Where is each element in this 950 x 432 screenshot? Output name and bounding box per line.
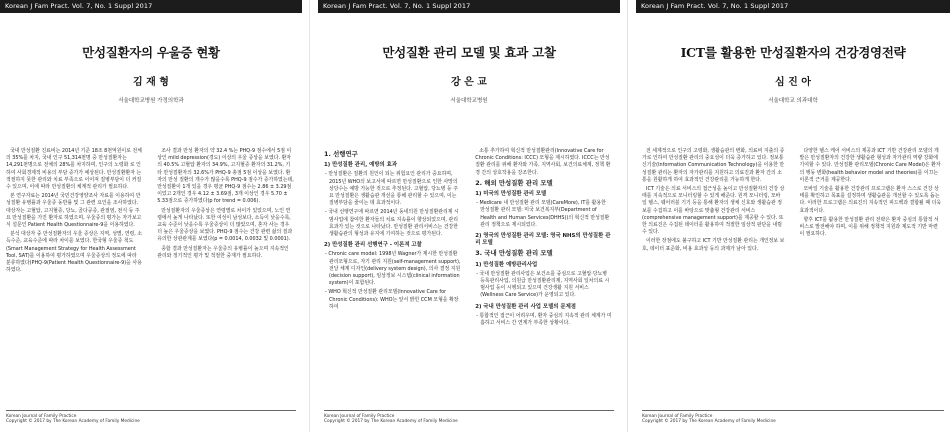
body-columns [6, 148, 294, 398]
paper-author: 심 진 아 [775, 77, 811, 88]
journal-header-bar: Korean J Fam Pract. Vol. 7, No. 1 Suppl 2017 [318, 0, 620, 13]
page-footer [6, 410, 296, 425]
body-paragraph: 분석 대상자 중 만성질환자의 우울 증상은 지역, 성별, 연령, 소득수준, 교육수준에 따라 차이를 보였다. 한국형 우울증 척도(Smart Management Strategy for Health Assessment Tool, SAT)를 이용하여 평가하였으며 우울증상의 정도에 따라 분류하였다(PHQ-9(Patient Health Questionnaire-9)을 사용하였다. [6, 231, 143, 274]
subsection-heading: 2) 만성질환 관리 선행연구 - 이론적 고찰 [324, 242, 422, 249]
bullet-item: - 국내 만성질환 관리사업은 보건소를 중심으로 고혈압·당뇨병 등록관리사업, 의원급 만성질환관리제, 지역사회 일차의료 시범사업 등이 시행되고 있으며 건강생활 지원 서비스(Wellness Care Service)가 운영되고 있다. [476, 270, 610, 299]
body-paragraph: ICT 기술은 의료 서비스의 접근성을 높이고 만성질환자의 건강 상태를 지속적으로 모니터링할 수 있게 해준다. 원격 모니터링, 모바일 헬스, 웨어러블 기기 등을 통해 환자의 생체 신호와 생활습관 정보를 수집하고 이를 바탕으로 맞춤형 건강관리 서비스(comprehensive management support)를 제공할 수 있다. 또한 의료진은 수집된 데이터를 활용하여 적절한 임상적 판단을 내릴 수 있다. [642, 186, 785, 236]
body-paragraph: 본 연구자료는 2014년 국민건강영양조사 자료를 이용하여 만성질환 유병률과 우울증 동반률 및 그 관련 요인을 조사하였다. 대상자는 고혈압, 고지혈증, 당뇨, 골다공증, 관절염, 천식 등 주요 만성질환을 가진 환자로 하였으며, 우울증의 평가는 자가보고식 설문인 Patient Health Questionnaire-9을 이용하였다. [6, 193, 142, 229]
body-paragraph: 소통 추가하여 혁신적 만성질환관리(Innovative Care for Chronic Conditions: ICCC) 모형을 제시하였다. ICCC는 만성질환 관리를 위해 환자와 가족, 지역사회, 보건의료체계, 정책 환경 간의 상호작용을 강조한다. [475, 148, 611, 176]
page-gap-divider [627, 0, 628, 432]
paper-affiliation: 서울대학교 의과대학 [768, 98, 818, 104]
paper-page-3 [636, 0, 950, 432]
footer-copyright: Copyright © 2017 by The Korean Academy of Family Medicine [324, 419, 458, 425]
body-column-left [6, 148, 143, 398]
page-footer [324, 410, 614, 425]
page-footer [642, 410, 944, 425]
page-gap-divider [309, 0, 310, 432]
section-heading: 3. 국내 만성질환 관리 모델 [475, 249, 553, 258]
bullet-item: - 국내 선행연구에 따르면 2014년 동네의원 만성질환관리제 시범사업에 참여한 환자들의 치료 지속률이 향상되었으며, 관리 효과가 있는 것으로 나타났다. 만성질환 관리서비스는 건강한 생활습관의 형성과 유지에 기여하는 것으로 평가된다. [325, 209, 459, 238]
body-column-left [642, 148, 785, 398]
subsection-heading: 1) 만성질환 예방관리사업 [475, 261, 538, 268]
footer-journal: Korean Journal of Family Practice [642, 413, 713, 419]
footer-copyright: Copyright © 2017 by The Korean Academy of Family Medicine [642, 419, 776, 425]
section-heading: 1. 선행연구 [324, 150, 358, 158]
paper-page-1 [0, 0, 302, 432]
bullet-item: - WHO 혁신적 만성질환 관리모델(Innovative Care for Chronic Conditions): WHO는 앞서 밝힌 CCM 모형을 확장하여 [325, 289, 459, 310]
paper-affiliation: 서울대학교병원 가정의학과 [118, 98, 184, 104]
body-column-right [475, 148, 612, 398]
paper-title: ICT를 활용한 만성질환자의 건강경영전략 [680, 45, 906, 60]
paper-title: 만성질환자의 우울증 현황 [82, 45, 220, 60]
body-column-left [324, 148, 461, 398]
paper-author: 김 재 형 [133, 77, 169, 88]
bullet-item: - Medicare 내 만성질환 관리 모델(CareMore), IT를 활용한 만성질환 관리 모델: 미국 보건복지부(Department of Health and Human Services(DHHS))의 혁신적 만성질환 관리 정책으로 제시되었다. [476, 200, 610, 228]
body-paragraph: 이러한 장점에도 불구하고 ICT 기반 만성질환 관리는 개인정보 보호, 데이터 표준화, 비용 효과성 등의 과제가 남아 있다. [642, 238, 785, 252]
body-paragraph: 모바일 기술을 활용한 건강관리 프로그램은 환자 스스로 건강 상태를 확인하고 목표를 설정하며 생활습관을 개선할 수 있도록 돕는다. 이러한 프로그램은 의료진의 지속적인 피드백과 결합될 때 더욱 효과적이다. [799, 186, 942, 214]
paper-page-2 [318, 0, 620, 432]
paper-author: 강 은 교 [451, 77, 487, 88]
subsection-heading: 2) 영국의 만성질환 관리 모델: 영국 NHS의 만성질환 관리 모델 [475, 233, 611, 247]
paper-affiliation: 서울대학교병원 [450, 98, 488, 104]
section-heading: 2. 해외 만성질환 관리 모델 [475, 178, 553, 187]
body-paragraph: 국내 만성질환 진료비는 2014년 기준 18조 8천억원이로 전체의 35%를 차지, 국내 인구 51,314천명 중 만성질환자는 14,291천명으로 전체의 28%를 차지하며, 인구의 노령화 로 인하여 사회경제적 비용의 부담 증가가 예상된다. 만성질환환자 는 적절하지 못한 관리와 치료 부족으로 이어져 질병부담이 더 커질 수 있으며, 이에 따라 만성질환의 체계적 관리가 필요하다. [6, 148, 142, 191]
body-paragraph: 만성질환자의 우울증상은 연령별로 차이가 있었으며, 노인 연령에서 높게 나타났다. 또한 여성이 남성보다, 소득이 낮을수록, 교육 수준이 낮을수록 우울증상이 더 많았으며, 혼자 사는 경우 더 높은 우울증상을 보였다. PHQ-9 점수는 건강 관련 삶의 질과 유의한 상관관계를 보였다(p = 0.0014, 0.0032 및 0.0001). [157, 207, 293, 243]
bullet-item: - 통합적인 접근이 어려우며, 환자 중심의 지속적 관리 체계가 미흡하고 서비스 간 연계가 부족한 상황이다. [476, 312, 612, 327]
body-columns [642, 148, 942, 398]
body-paragraph: 전 세계적으로 인구의 고령화, 생활습관의 변화, 의료비 지출의 증가로 인하여 만성질환 관리의 중요성이 더욱 증가하고 있다. 정보통신기술(Information Communication Technology)을 이용한 만성질환 관리는 환자의 자가관리를 지원하고 의료진과 환자 간의 소통을 원활하게 하여 효과적인 건강관리를 가능하게 한다. [642, 148, 785, 183]
journal-header-bar: Korean J Fam Pract. Vol. 7, No. 1 Suppl 2017 [0, 0, 302, 13]
journal-header-bar: Korean J Fam Pract. Vol. 7, No. 1 Suppl 2017 [636, 0, 950, 13]
body-paragraph: 향후 ICT를 활용한 만성질환 관리 전략은 환자 중심의 통합적 서비스로 발전해야 하며, 이를 위해 정책적 지원과 제도적 기반 마련이 필요하다. [799, 216, 939, 238]
paper-title: 만성질환 관리 모델 및 효과 고찰 [382, 45, 556, 60]
footer-copyright: Copyright © 2017 by The Korean Academy of Family Medicine [6, 419, 140, 425]
body-column-right [800, 148, 943, 398]
body-paragraph: 다양한 헬스 케어 서비스의 제공과 ICT 기반 건강관리 모델의 개발은 만성질환자의 건강한 생활습관 형성과 자가관리 역량 강화에 기여할 수 있다. 만성질환 관리모델(Chronic Care Model)은 환자의 행동 변화(health behavior model and theories)를 이끄는 이론적 근거를 제공한다. [799, 148, 941, 183]
subsection-heading: 1) 미국의 만성질환 관리 모델 [475, 191, 547, 198]
body-columns [324, 148, 612, 398]
subsection-heading: 2) 국내 만성질환 관리 사업 모델의 문제점 [475, 303, 576, 310]
footer-journal: Korean Journal of Family Practice [6, 413, 77, 419]
subsection-heading: 1) 만성질환 관리, 예방의 효과 [324, 162, 398, 169]
bullet-item: - 만성질환은 질환의 원인이 되는 위험요인 관리가 중요하며, 2015년 WHO의 보고서에 따르면 만성질환으로 인한 사망의 상당수는 예방 가능한 것으로 추정된다. 고혈압, 당뇨병 등 주요 만성질환은 생활습관 개선을 통해 관리할 수 있으며, 이는 질병부담을 줄이는 데 효과적이다. [325, 171, 458, 207]
bullet-item: - Chronic care model: 1998년 Wagner가 제시한 만성질환관리모형으로, 자기 관리 지원(self-management support), 전달 체계 디자인(delivery system design), 의사 결정 지원(decision support), 임상정보 시스템(clinical information system)이 포함된다. [325, 251, 461, 287]
body-paragraph: 종합 결과 만성질환자는 우울증의 유병률이 높으며 지속적인 관리와 정기적인 평가 및 적절한 중재가 필요하다. [157, 245, 289, 259]
body-column-right [157, 148, 294, 398]
body-paragraph: 조사 결과 만성 환자의 약 32.4 %는 PHQ-9 점수에서 5점 이상인 mild depression(경도) 이상의 우울 증상을 보였다. 환자의 40.5% 고혈압 환자의 34.9%, 고지혈증 환자의 31.2%, 기타 만성질환자의 32.6%가 PHQ-9 총점 5점 이상을 보였다. 환자의 만성 질환의 개수가 많을수록 PHQ-9 점수가 증가하였는데, 만성질환이 1개 있을 경우 평균 PHQ-9 점수는 2.86 ± 3.29점이었고 2개인 경우 4.12 ± 3.69점, 3개 이상인 경우 5.70 ± 5.33점으로 증가하였다(p for trend = 0.006). [157, 148, 294, 205]
footer-journal: Korean Journal of Family Practice [324, 413, 395, 419]
